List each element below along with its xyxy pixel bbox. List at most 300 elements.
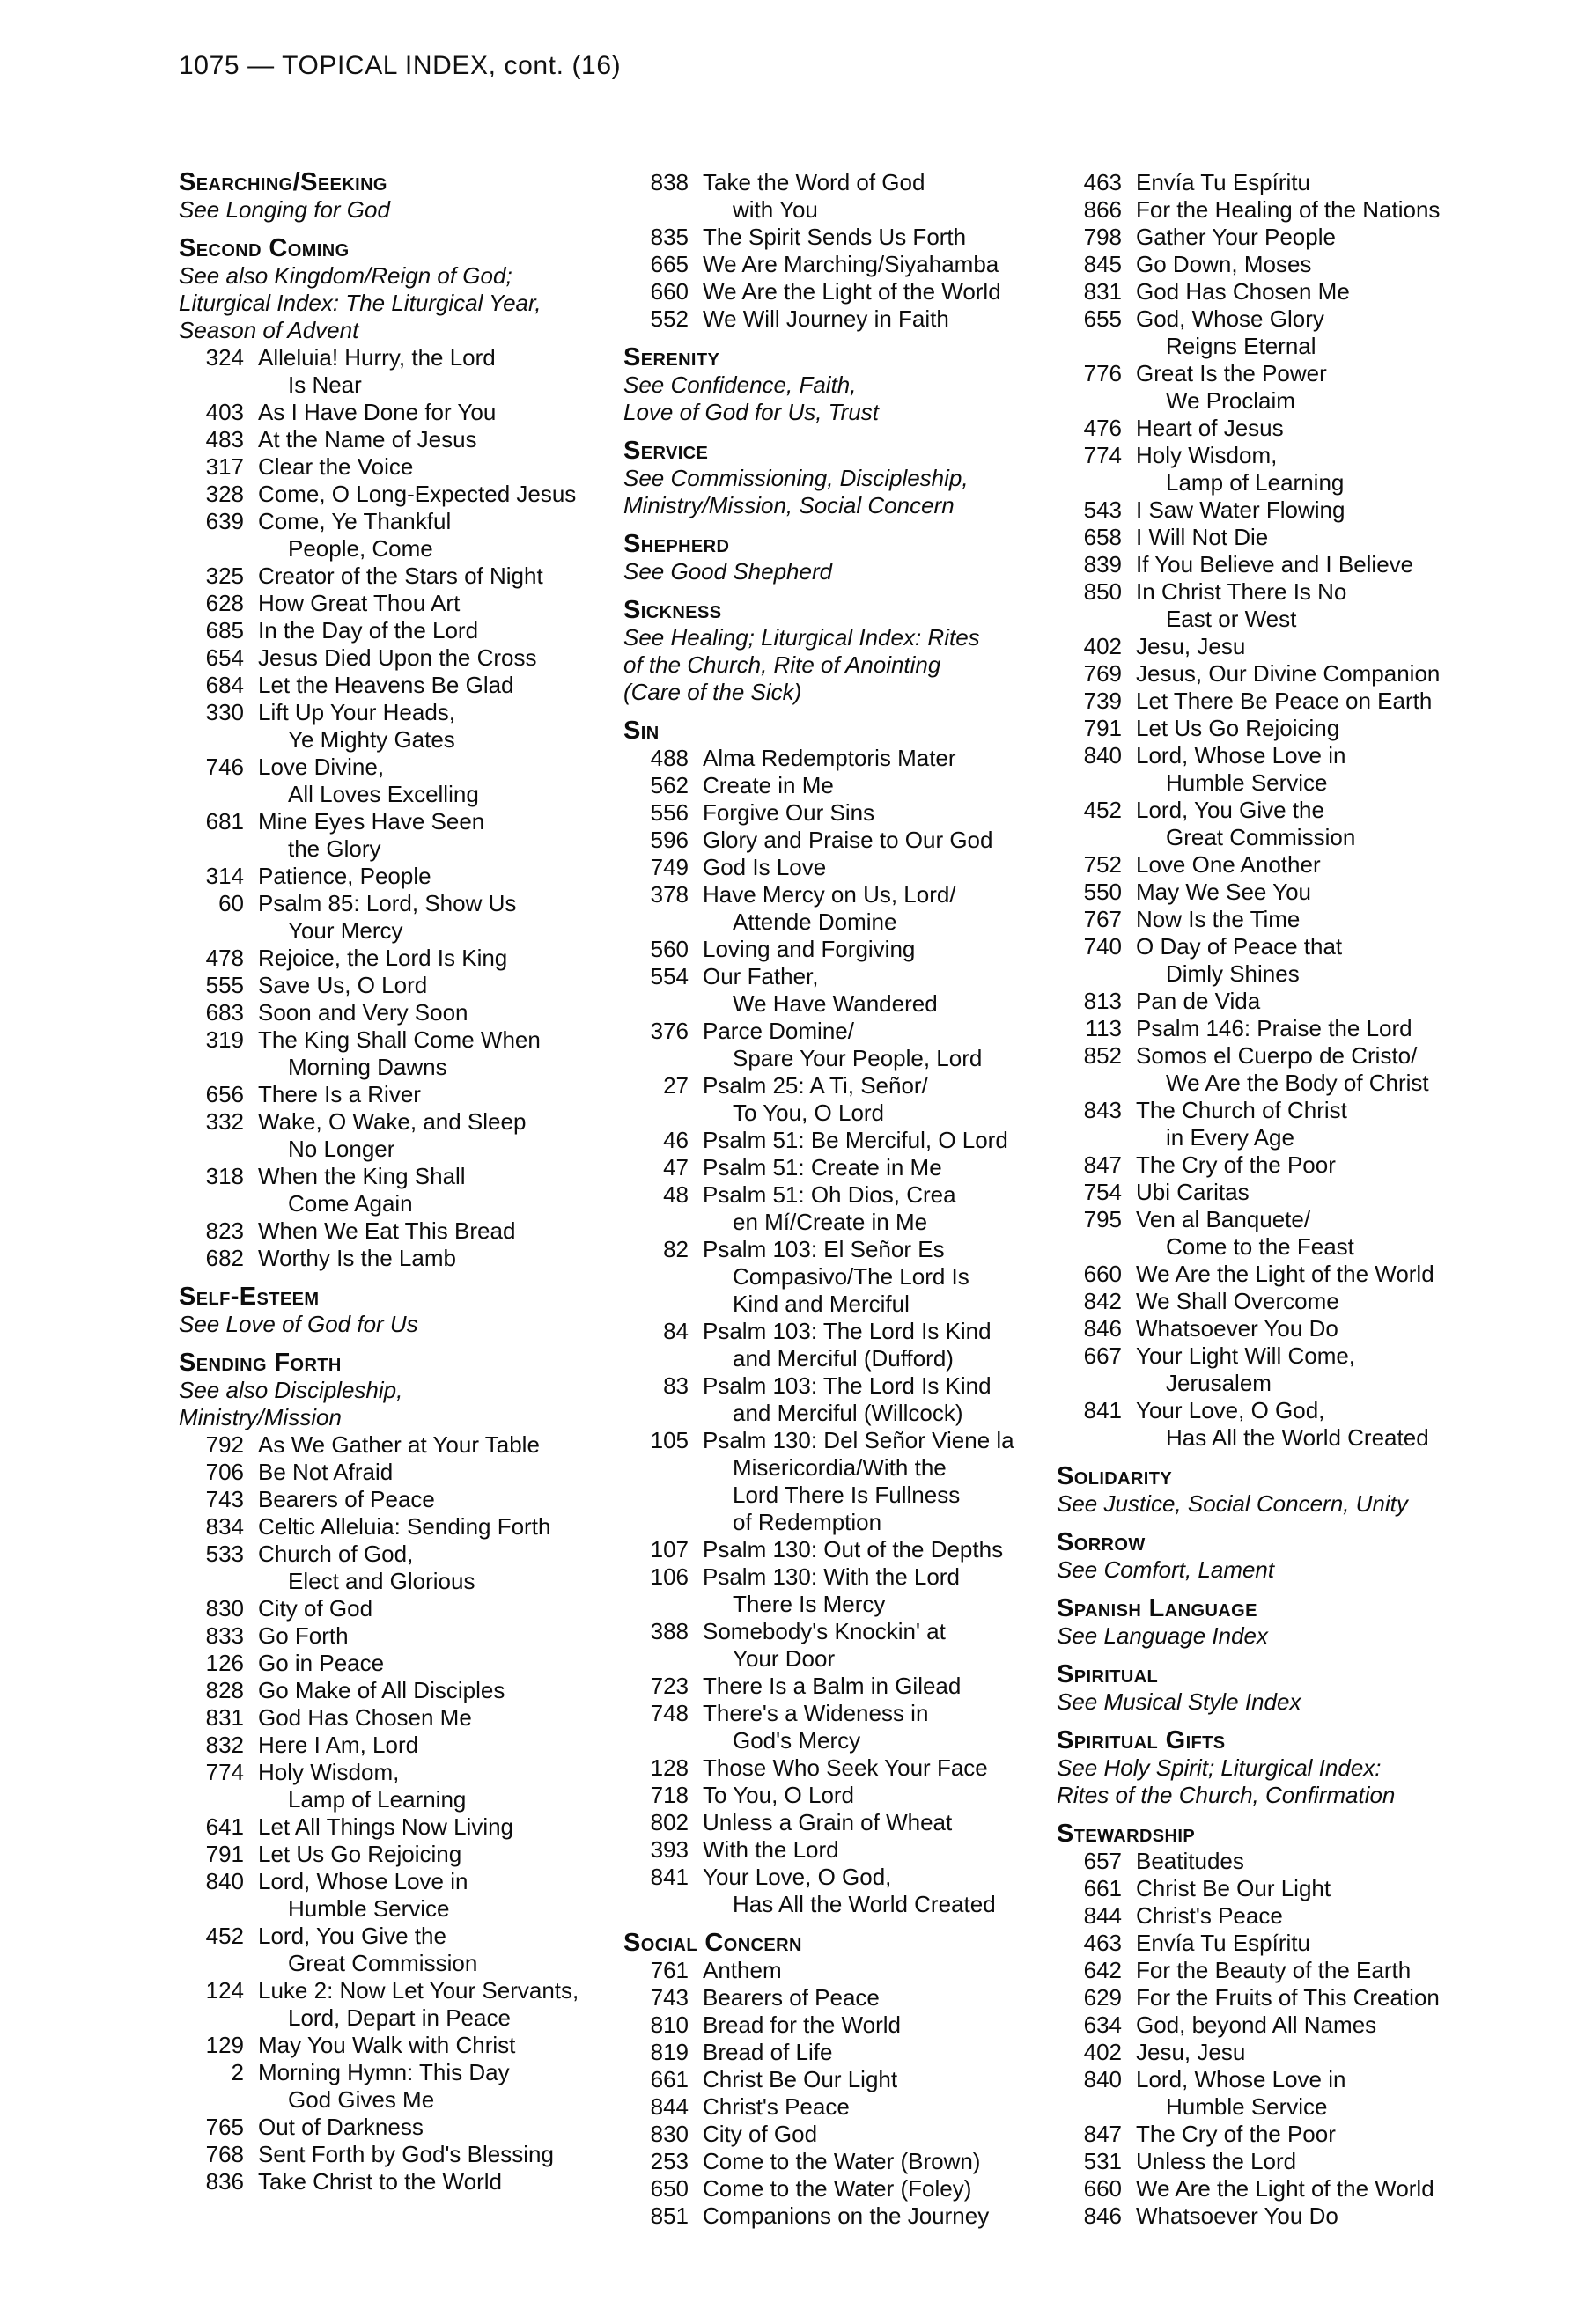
song-first-line <box>1057 551 1567 578</box>
song-title: Beatitudes <box>1136 1848 1244 1874</box>
song-title: Psalm 103: El Señor Es <box>703 1236 945 1262</box>
song-first-line <box>623 1782 1057 1809</box>
song-first-line <box>1057 2148 1567 2175</box>
song-title: In Christ There Is No <box>1136 578 1347 605</box>
song-first-line <box>179 1677 623 1704</box>
song-number: 106 <box>650 1563 689 1590</box>
song-first-line <box>179 1541 623 1568</box>
cross-reference-line: Ministry/Mission, Social Concern <box>623 492 955 518</box>
song-entry <box>623 1673 1057 1700</box>
song-entry <box>623 1563 1057 1618</box>
section-heading: Stewardship <box>1057 1820 1196 1848</box>
song-number: 836 <box>205 2168 244 2195</box>
song-number: 844 <box>1083 1902 1122 1929</box>
song-entry <box>1057 415 1567 442</box>
song-number: 658 <box>1083 524 1122 550</box>
song-title: Psalm 130: Del Señor Viene la <box>703 1427 1014 1453</box>
song-entry <box>179 1732 623 1759</box>
song-title-continuation: Humble Service <box>1166 2093 1328 2120</box>
song-number: 660 <box>1083 1261 1122 1287</box>
song-entry <box>1057 360 1567 415</box>
song-first-line <box>179 1459 623 1486</box>
song-number: 682 <box>205 1245 244 1271</box>
song-first-line <box>1057 2121 1567 2148</box>
song-first-line <box>1057 633 1567 660</box>
song-title: To You, O Lord <box>703 1782 855 1808</box>
song-entry <box>1057 224 1567 251</box>
song-first-line <box>623 1957 1057 1984</box>
song-title: Let There Be Peace on Earth <box>1136 688 1433 714</box>
song-title-continuation: God's Mercy <box>733 1727 861 1754</box>
song-first-line <box>1057 1261 1567 1288</box>
song-title: Go in Peace <box>258 1650 385 1676</box>
song-number: 813 <box>1083 988 1122 1014</box>
song-number: 852 <box>1083 1042 1122 1069</box>
song-title: Great Is the Power <box>1136 360 1327 386</box>
song-entry <box>179 1108 623 1163</box>
cross-reference-line: Liturgical Index: The Liturgical Year, <box>179 290 542 316</box>
song-title: Mine Eyes Have Seen <box>258 808 485 835</box>
song-title: The King Shall Come When <box>258 1026 541 1053</box>
song-entry <box>179 972 623 999</box>
song-title: Go Forth <box>258 1622 349 1649</box>
song-number: 330 <box>205 699 244 725</box>
song-number: 105 <box>650 1427 689 1453</box>
song-first-line <box>1057 797 1567 824</box>
song-entry <box>1057 278 1567 305</box>
song-entry <box>179 890 623 945</box>
cross-reference <box>1057 1688 1567 1716</box>
song-first-line <box>623 1318 1057 1345</box>
song-title: Psalm 51: Oh Dios, Crea <box>703 1181 956 1208</box>
section-heading: Searching/Seeking <box>179 168 387 196</box>
song-entry <box>623 1072 1057 1127</box>
song-number: 317 <box>205 453 244 480</box>
song-number: 840 <box>205 1868 244 1894</box>
song-title: Christ's Peace <box>1136 1902 1283 1929</box>
song-first-line <box>179 1026 623 1054</box>
song-first-line <box>1057 305 1567 333</box>
song-title: Lord, Whose Love in <box>1136 2066 1346 2092</box>
song-entry <box>179 1541 623 1595</box>
song-title: Sent Forth by God's Blessing <box>258 2141 554 2167</box>
song-title-continuation: Humble Service <box>288 1895 450 1922</box>
song-title-continuation: Lord There Is Fullness <box>733 1482 961 1508</box>
song-entry <box>1057 496 1567 524</box>
song-title-continuation: Has All the World Created <box>733 1891 996 1917</box>
song-first-line <box>623 2066 1057 2093</box>
song-entry <box>623 1127 1057 1154</box>
song-entry <box>179 999 623 1026</box>
song-title-continuation: with You <box>733 196 818 223</box>
song-title: Alma Redemptoris Mater <box>703 745 956 771</box>
song-number: 661 <box>650 2066 689 2092</box>
song-first-line <box>179 999 623 1026</box>
song-first-line <box>179 890 623 917</box>
song-first-line <box>179 644 623 672</box>
song-number: 332 <box>205 1108 244 1135</box>
song-title: Psalm 103: The Lord Is Kind <box>703 1372 992 1399</box>
song-title: Your Love, O God, <box>1136 1397 1325 1423</box>
song-title: In the Day of the Lord <box>258 617 479 644</box>
song-entry <box>179 563 623 590</box>
section-heading: Spiritual Gifts <box>1057 1726 1226 1754</box>
song-number: 768 <box>205 2141 244 2167</box>
song-first-line <box>623 1427 1057 1454</box>
song-number: 628 <box>205 590 244 616</box>
cross-reference-line: See Love of God for Us <box>179 1311 418 1337</box>
song-first-line <box>179 1923 623 1950</box>
song-title: Come to the Water (Foley) <box>703 2175 972 2202</box>
song-title: I Will Not Die <box>1136 524 1269 550</box>
song-first-line <box>623 1127 1057 1154</box>
song-first-line <box>623 1754 1057 1782</box>
song-number: 802 <box>650 1809 689 1835</box>
cross-reference-line: Love of God for Us, Trust <box>623 399 879 425</box>
song-title: Whatsoever You Do <box>1136 2203 1338 2229</box>
song-title: When We Eat This Bread <box>258 1217 516 1244</box>
cross-reference <box>623 558 1057 585</box>
song-entry <box>623 936 1057 963</box>
song-number: 2 <box>231 2059 244 2085</box>
song-entry <box>179 2032 623 2059</box>
cross-reference-line: See Comfort, Lament <box>1057 1556 1275 1583</box>
song-number: 660 <box>1083 2175 1122 2202</box>
song-title: Gather Your People <box>1136 224 1336 250</box>
cross-reference-line: Rites of the Church, Confirmation <box>1057 1782 1396 1808</box>
song-title: Worthy Is the Lamb <box>258 1245 456 1271</box>
song-first-line <box>179 617 623 644</box>
song-number: 831 <box>1083 278 1122 305</box>
song-title-continuation: To You, O Lord <box>733 1099 885 1126</box>
song-number: 657 <box>1083 1848 1122 1874</box>
song-title-continuation: Humble Service <box>1166 769 1328 796</box>
song-number: 791 <box>1083 715 1122 741</box>
song-title: Alleluia! Hurry, the Lord <box>258 344 496 371</box>
song-entry <box>179 1513 623 1541</box>
song-first-line <box>623 2203 1057 2230</box>
song-number: 318 <box>205 1163 244 1189</box>
song-number: 843 <box>1083 1097 1122 1123</box>
song-number: 841 <box>1083 1397 1122 1423</box>
song-entry <box>179 699 623 754</box>
cross-reference <box>1057 1490 1567 1518</box>
cross-reference-line: (Care of the Sick) <box>623 679 802 705</box>
song-number: 723 <box>650 1673 689 1699</box>
song-number: 27 <box>663 1072 689 1099</box>
song-title: We Are the Light of the World <box>1136 1261 1434 1287</box>
section-heading: Sickness <box>623 596 722 624</box>
song-entry <box>623 1864 1057 1918</box>
song-entry <box>179 1459 623 1486</box>
song-first-line <box>179 672 623 699</box>
song-entry <box>623 1536 1057 1563</box>
song-first-line <box>179 2032 623 2059</box>
song-first-line <box>623 1018 1057 1045</box>
song-first-line <box>1057 660 1567 688</box>
song-number: 107 <box>650 1536 689 1563</box>
song-title: Creator of the Stars of Night <box>258 563 543 589</box>
song-title: Let the Heavens Be Glad <box>258 672 514 698</box>
song-title: Psalm 51: Be Merciful, O Lord <box>703 1127 1008 1153</box>
song-number: 562 <box>650 772 689 798</box>
song-number: 841 <box>650 1864 689 1890</box>
section-heading: Serenity <box>623 343 720 371</box>
cross-reference-line: See Healing; Liturgical Index: Rites <box>623 624 980 651</box>
song-number: 769 <box>1083 660 1122 687</box>
song-entry <box>1057 1042 1567 1097</box>
song-number: 393 <box>650 1836 689 1863</box>
song-entry <box>1057 933 1567 988</box>
song-number: 683 <box>205 999 244 1026</box>
song-first-line <box>623 1809 1057 1836</box>
song-first-line <box>1057 1151 1567 1179</box>
song-number: 554 <box>650 963 689 989</box>
song-first-line <box>1057 1397 1567 1424</box>
song-first-line <box>623 2121 1057 2148</box>
song-entry <box>1057 742 1567 797</box>
song-entry <box>1057 251 1567 278</box>
cross-reference-line: See Holy Spirit; Liturgical Index: <box>1057 1754 1382 1781</box>
song-title: For the Healing of the Nations <box>1136 196 1441 223</box>
section-heading: Spiritual <box>1057 1660 1159 1688</box>
song-number: 706 <box>205 1459 244 1485</box>
song-number: 819 <box>650 2039 689 2065</box>
song-number: 641 <box>205 1813 244 1840</box>
song-entry <box>1057 524 1567 551</box>
index-column-1 <box>179 169 623 2195</box>
song-title: Patience, People <box>258 863 431 889</box>
song-title: Create in Me <box>703 772 834 798</box>
song-first-line <box>179 1081 623 1108</box>
song-number: 791 <box>205 1841 244 1867</box>
song-first-line <box>623 2093 1057 2121</box>
section-heading: Spanish Language <box>1057 1594 1257 1622</box>
song-title: There Is a River <box>258 1081 421 1107</box>
song-first-line <box>179 481 623 508</box>
song-entry <box>1057 2011 1567 2039</box>
song-entry <box>623 2175 1057 2203</box>
song-entry <box>179 945 623 972</box>
song-first-line <box>1057 933 1567 960</box>
song-entry <box>179 508 623 563</box>
song-first-line <box>623 936 1057 963</box>
song-entry <box>179 1841 623 1868</box>
song-first-line <box>623 1154 1057 1181</box>
cross-reference-line: of the Church, Rite of Anointing <box>623 651 941 678</box>
cross-reference-line: See Justice, Social Concern, Unity <box>1057 1490 1408 1517</box>
song-number: 844 <box>650 2093 689 2120</box>
song-entry <box>1057 688 1567 715</box>
song-title: Bread for the World <box>703 2011 901 2038</box>
section-heading: Shepherd <box>623 530 730 558</box>
song-title-continuation: Spare Your People, Lord <box>733 1045 983 1071</box>
song-number: 798 <box>1083 224 1122 250</box>
song-number: 129 <box>205 2032 244 2058</box>
cross-reference-line: See Confidence, Faith, <box>623 371 857 398</box>
song-entry <box>623 1700 1057 1754</box>
song-title: Go Down, Moses <box>1136 251 1312 277</box>
song-entry <box>1057 851 1567 879</box>
song-entry <box>179 1217 623 1245</box>
song-first-line <box>179 1650 623 1677</box>
song-first-line <box>1057 1984 1567 2011</box>
song-entry <box>179 1677 623 1704</box>
song-first-line <box>179 344 623 371</box>
song-first-line <box>179 426 623 453</box>
song-entry <box>623 854 1057 881</box>
song-first-line <box>179 2059 623 2086</box>
song-entry <box>623 1154 1057 1181</box>
song-title: Lord, You Give the <box>1136 797 1324 823</box>
song-title: Let Us Go Rejoicing <box>1136 715 1340 741</box>
cross-reference-line: Ministry/Mission <box>179 1404 342 1430</box>
song-title: Ubi Caritas <box>1136 1179 1250 1205</box>
song-title-continuation: All Loves Excelling <box>288 781 479 807</box>
song-first-line <box>1057 442 1567 469</box>
song-number: 463 <box>1083 169 1122 195</box>
song-first-line <box>1057 1342 1567 1370</box>
song-entry <box>623 305 1057 333</box>
song-first-line <box>1057 879 1567 906</box>
song-number: 124 <box>205 1977 244 2004</box>
cross-reference <box>1057 1556 1567 1584</box>
song-number: 830 <box>650 2121 689 2147</box>
song-title: As I Have Done for You <box>258 399 497 425</box>
song-number: 754 <box>1083 1179 1122 1205</box>
song-entry <box>623 881 1057 936</box>
song-number: 746 <box>205 754 244 780</box>
song-title: Love Divine, <box>258 754 385 780</box>
song-entry <box>1057 1015 1567 1042</box>
song-number: 46 <box>663 1127 689 1153</box>
song-title: God Has Chosen Me <box>1136 278 1350 305</box>
song-entry <box>1057 578 1567 633</box>
song-entry <box>1057 1206 1567 1261</box>
song-entry <box>1057 1261 1567 1288</box>
song-entry <box>623 1181 1057 1236</box>
song-entry <box>1057 879 1567 906</box>
song-entry <box>1057 2039 1567 2066</box>
song-title: We Are Marching/Siyahamba <box>703 251 999 277</box>
song-entry <box>1057 1097 1567 1151</box>
song-first-line <box>1057 1848 1567 1875</box>
song-title: We Are the Light of the World <box>1136 2175 1434 2202</box>
song-title: The Spirit Sends Us Forth <box>703 224 967 250</box>
song-first-line <box>1057 578 1567 606</box>
song-title: Clear the Voice <box>258 453 414 480</box>
song-entry <box>623 1018 1057 1072</box>
song-title-continuation: Lord, Depart in Peace <box>288 2004 511 2031</box>
song-title-continuation: Lamp of Learning <box>1166 469 1345 496</box>
song-first-line <box>1057 1315 1567 1342</box>
song-number: 810 <box>650 2011 689 2038</box>
song-title-continuation: Your Mercy <box>288 917 403 944</box>
song-title: As We Gather at Your Table <box>258 1431 540 1458</box>
song-number: 823 <box>205 1217 244 1244</box>
song-title: Unless the Lord <box>1136 2148 1297 2174</box>
song-number: 560 <box>650 936 689 962</box>
song-entry <box>623 1836 1057 1864</box>
song-first-line <box>623 305 1057 333</box>
song-number: 60 <box>218 890 244 916</box>
song-title-continuation: Come to the Feast <box>1166 1233 1354 1260</box>
song-entry <box>179 1163 623 1217</box>
song-entry <box>179 399 623 426</box>
song-title-continuation: God Gives Me <box>288 2086 435 2113</box>
song-first-line <box>1057 1957 1567 1984</box>
song-entry <box>623 278 1057 305</box>
song-title: Unless a Grain of Wheat <box>703 1809 953 1835</box>
song-first-line <box>179 2168 623 2195</box>
song-number: 661 <box>1083 1875 1122 1901</box>
song-entry <box>623 1236 1057 1318</box>
song-number: 550 <box>1083 879 1122 905</box>
song-number: 830 <box>205 1595 244 1622</box>
song-title: Jesu, Jesu <box>1136 2039 1246 2065</box>
song-entry <box>1057 551 1567 578</box>
song-title-continuation: in Every Age <box>1166 1124 1294 1151</box>
song-entry <box>1057 1397 1567 1452</box>
song-number: 48 <box>663 1181 689 1208</box>
cross-reference-line: Season of Advent <box>179 317 359 343</box>
song-first-line <box>1057 851 1567 879</box>
song-number: 840 <box>1083 2066 1122 2092</box>
song-first-line <box>179 808 623 835</box>
song-title: Psalm 103: The Lord Is Kind <box>703 1318 992 1344</box>
song-first-line <box>179 1813 623 1841</box>
song-entry <box>179 1622 623 1650</box>
song-first-line <box>623 251 1057 278</box>
song-title: God Has Chosen Me <box>258 1704 472 1731</box>
song-title: Psalm 146: Praise the Lord <box>1136 1015 1412 1041</box>
song-title-continuation: and Merciful (Dufford) <box>733 1345 954 1372</box>
cross-reference-line: See Musical Style Index <box>1057 1688 1301 1715</box>
song-first-line <box>1057 224 1567 251</box>
song-number: 831 <box>205 1704 244 1731</box>
song-number: 846 <box>1083 1315 1122 1342</box>
song-first-line <box>623 745 1057 772</box>
song-entry <box>179 1977 623 2032</box>
song-first-line <box>623 1563 1057 1591</box>
song-number: 324 <box>205 344 244 371</box>
song-entry <box>179 453 623 481</box>
song-entry <box>1057 169 1567 196</box>
song-number: 767 <box>1083 906 1122 932</box>
song-entry <box>1057 1984 1567 2011</box>
song-first-line <box>179 453 623 481</box>
song-title: Christ Be Our Light <box>703 2066 898 2092</box>
song-entry <box>623 251 1057 278</box>
song-entry <box>179 1595 623 1622</box>
song-number: 650 <box>650 2175 689 2202</box>
song-entry <box>623 2203 1057 2230</box>
song-first-line <box>623 1864 1057 1891</box>
song-first-line <box>623 827 1057 854</box>
song-title: Lift Up Your Heads, <box>258 699 456 725</box>
song-title: Jesu, Jesu <box>1136 633 1246 659</box>
song-number: 84 <box>663 1318 689 1344</box>
song-first-line <box>1057 496 1567 524</box>
song-number: 765 <box>205 2114 244 2140</box>
song-first-line <box>623 1072 1057 1099</box>
song-number: 795 <box>1083 1206 1122 1232</box>
song-first-line <box>1057 360 1567 387</box>
song-title-continuation: Great Commission <box>288 1950 478 1976</box>
song-entry <box>1057 2175 1567 2203</box>
song-number: 402 <box>1083 2039 1122 2065</box>
song-number: 740 <box>1083 933 1122 960</box>
